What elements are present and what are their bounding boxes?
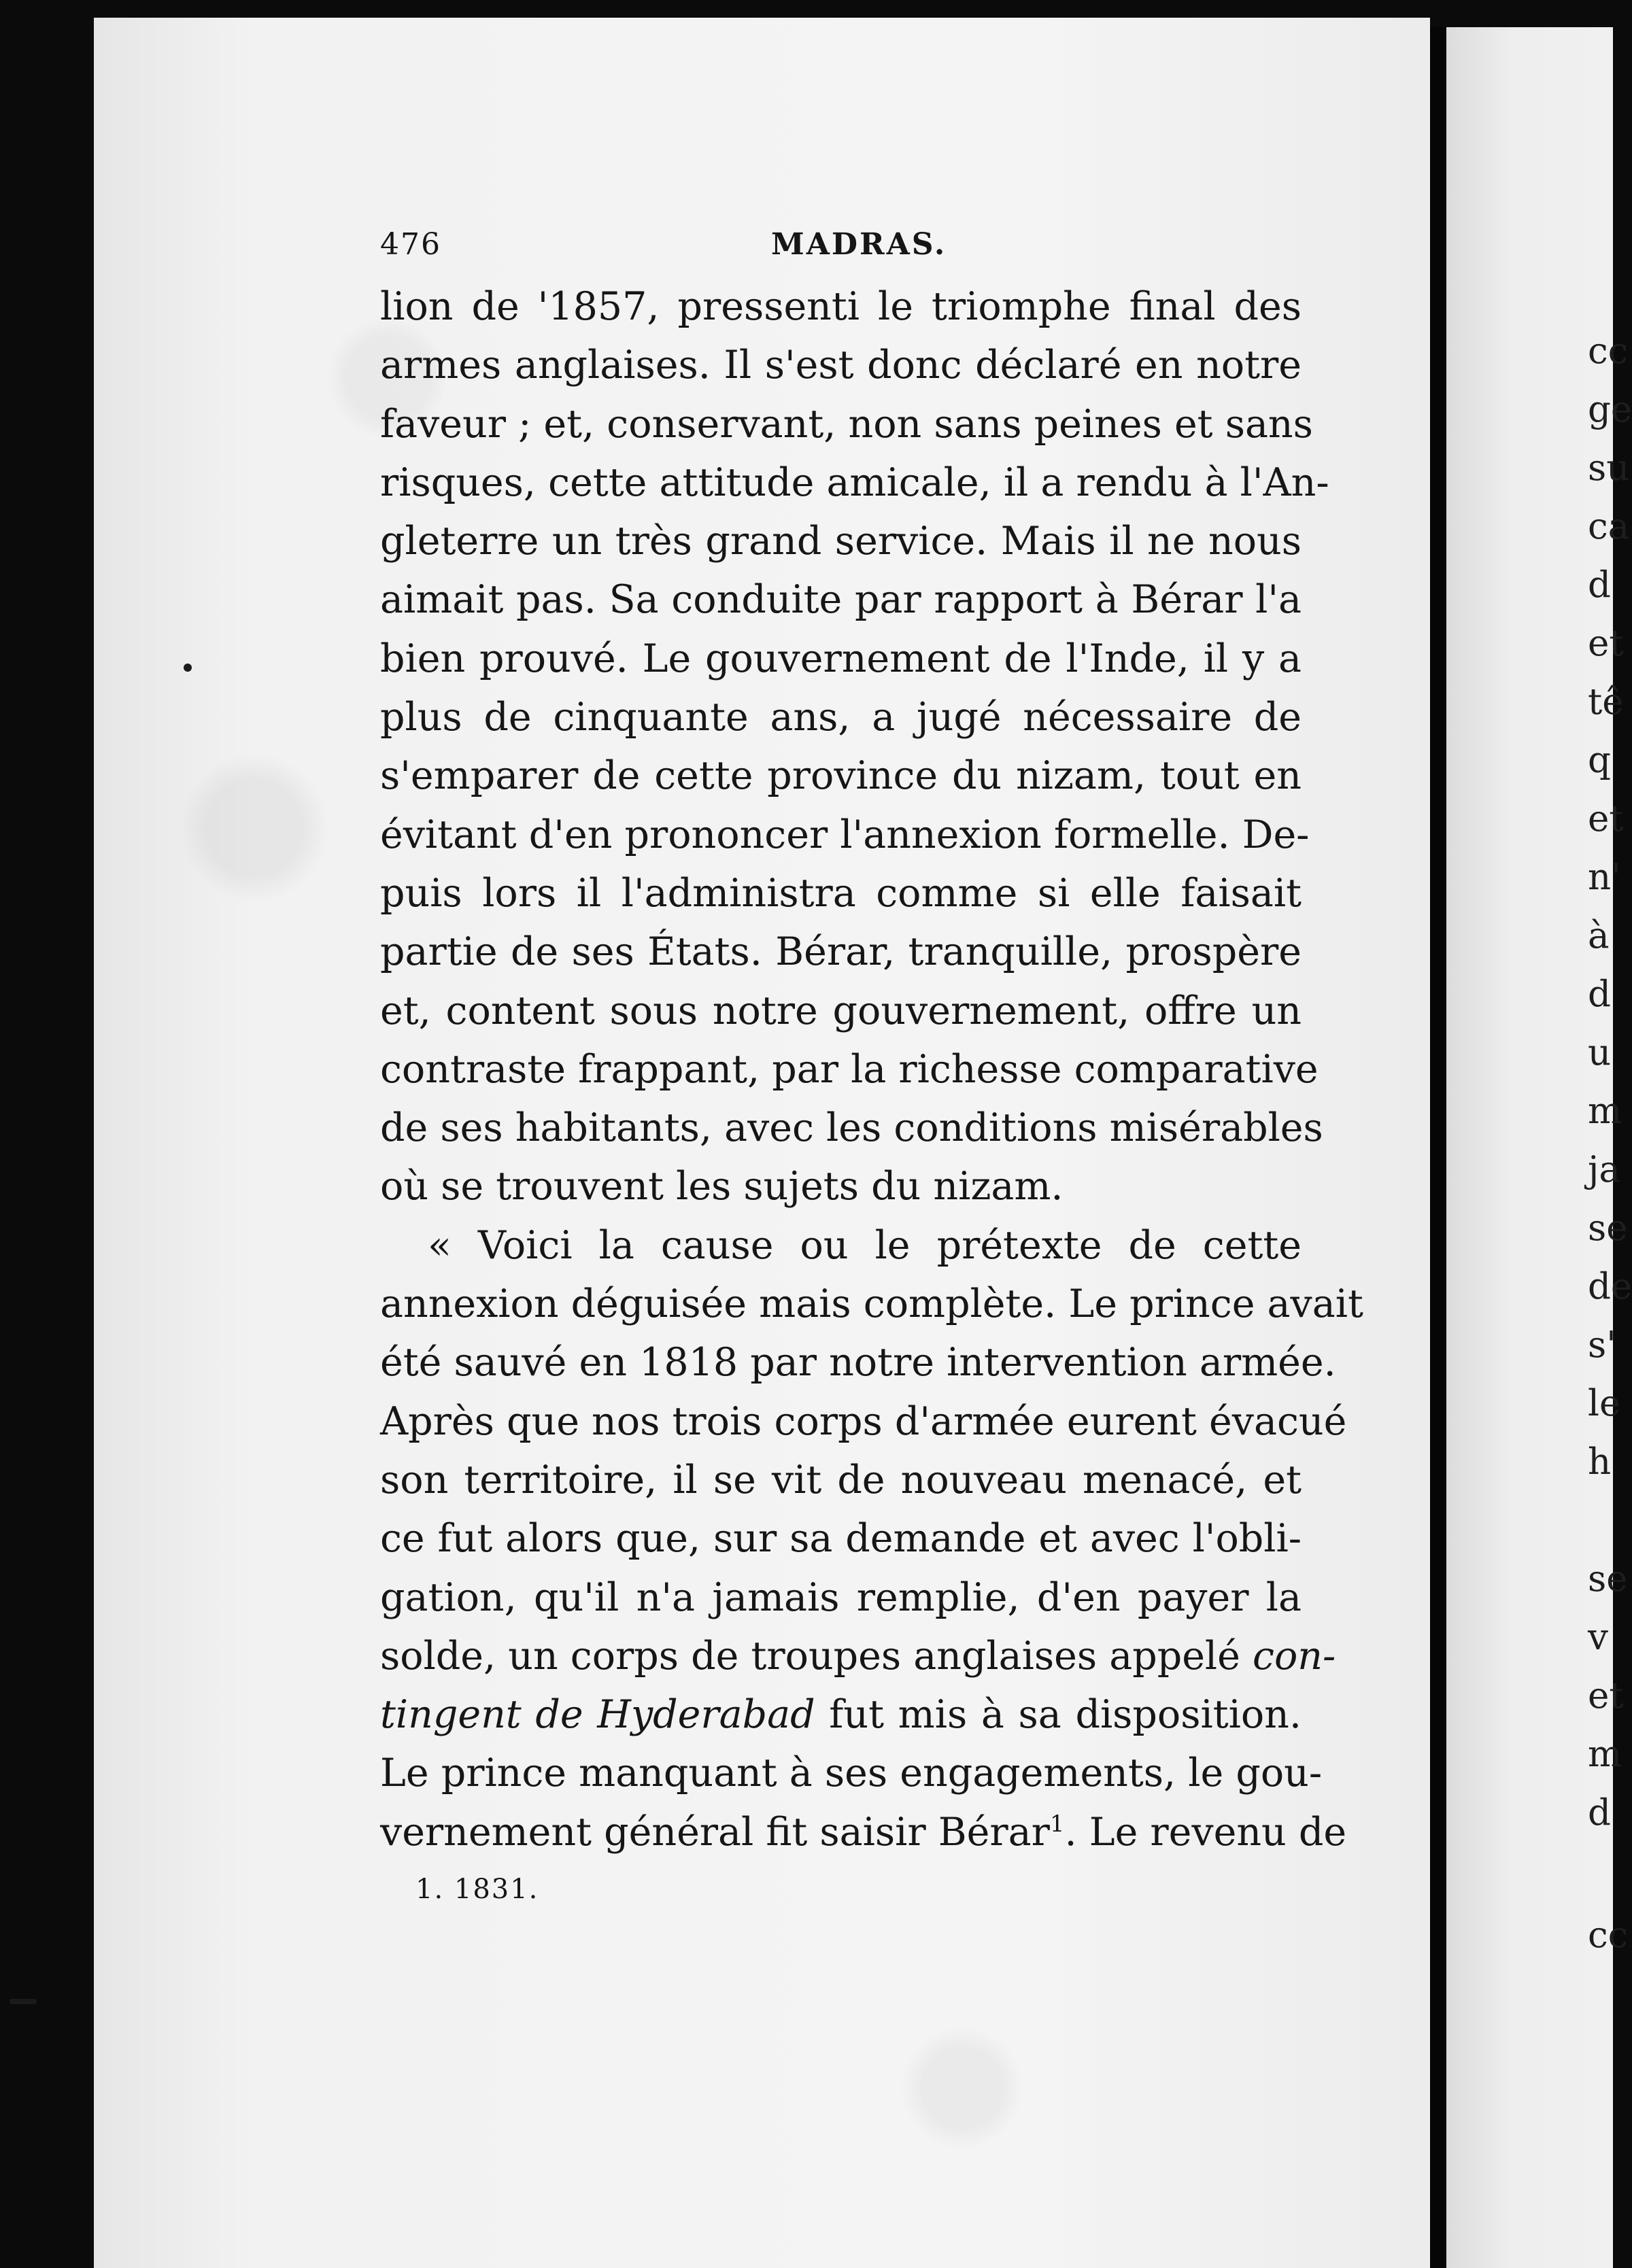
text-line: contraste frappant, par la richesse comparative [380, 1046, 1319, 1092]
adjacent-text-fragment: s' [1588, 1324, 1616, 1366]
text-line: « Voici la cause ou le prétexte de cette [428, 1222, 1302, 1268]
text-line: faveur ; et, conservant, non sans peines et sans [380, 401, 1313, 447]
adjacent-text-fragment: se [1588, 1558, 1628, 1600]
text-segment: solde, un corps de troupes anglaises appelé [380, 1633, 1253, 1679]
adjacent-text-fragment: et [1588, 1675, 1624, 1717]
adjacent-text-fragment: de [1588, 1266, 1632, 1307]
text-line: de ses habitants, avec les conditions misérables [380, 1105, 1323, 1151]
adjacent-text-fragment: d [1588, 564, 1611, 606]
book-gutter [1430, 27, 1446, 2268]
adjacent-text-fragment: su [1588, 447, 1630, 489]
text-line: ce fut alors que, sur sa demande et avec l'obli- [380, 1516, 1302, 1562]
text-line: annexion déguisée mais complète. Le prince avait [380, 1282, 1363, 1327]
footnote: 1. 1831. [415, 1874, 539, 1906]
adjacent-text-fragment: d [1588, 974, 1611, 1015]
adjacent-text-fragment: u [1588, 1032, 1612, 1073]
text-line [380, 1803, 1347, 1861]
text-line: lion de '1857, pressenti le triomphe final des [380, 284, 1302, 329]
text-line: bien prouvé. Le gouvernement de l'Inde, il y a [380, 636, 1302, 681]
text-line: Après que nos trois corps d'armée eurent évacué [380, 1398, 1347, 1444]
text-line: évitant d'en prononcer l'annexion formelle. De- [380, 812, 1310, 857]
scan-speck [184, 664, 192, 672]
adjacent-text-fragment: cc [1588, 330, 1629, 372]
adjacent-text-fragment: ca [1588, 506, 1630, 547]
adjacent-text-fragment: tê [1588, 681, 1624, 723]
adjacent-text-fragment: le [1588, 1383, 1621, 1424]
scan-speck [10, 1999, 37, 2004]
text-line: puis lors il l'administra comme si elle faisait [380, 870, 1302, 916]
adjacent-text-fragment: v [1588, 1617, 1608, 1658]
text-line [380, 1685, 1302, 1744]
text-line: été sauvé en 1818 par notre intervention armée. [380, 1340, 1336, 1386]
adjacent-text-fragment: et [1588, 623, 1624, 664]
adjacent-text-fragment: m [1588, 1090, 1622, 1132]
text-segment: vernement général fit saisir Bérar [380, 1809, 1050, 1855]
adjacent-text-fragment: d [1588, 1792, 1611, 1834]
adjacent-text-fragment: cc [1588, 1914, 1629, 1956]
adjacent-text-fragment: ja [1588, 1149, 1621, 1190]
text-line: et, content sous notre gouvernement, offre un [380, 988, 1302, 1033]
text-line: gleterre un très grand service. Mais il ne nous [380, 519, 1302, 564]
text-line: s'emparer de cette province du nizam, tout en [380, 753, 1302, 799]
text-line: gation, qu'il n'a jamais remplie, d'en payer la [380, 1575, 1302, 1620]
running-title: MADRAS. [771, 227, 947, 262]
adjacent-text-fragment: h [1588, 1441, 1612, 1483]
body-text [380, 277, 1363, 1861]
text-segment: . Le revenu de [1064, 1809, 1347, 1855]
text-line: où se trouvent les sujets du nizam. [380, 1164, 1064, 1209]
italic-segment: tingent de Hyderabad [380, 1692, 815, 1738]
adjacent-text-fragment: n' [1588, 857, 1621, 898]
text-line [380, 1627, 1336, 1685]
text-line: aimait pas. Sa conduite par rapport à Bérar l'a [380, 577, 1302, 623]
footnote-reference: 1 [1049, 1810, 1065, 1838]
adjacent-text-fragment: se [1588, 1207, 1628, 1249]
text-segment: fut mis à sa disposition. [815, 1692, 1302, 1738]
adjacent-text-fragment: m [1588, 1734, 1622, 1775]
running-header [380, 220, 1302, 268]
text-block [380, 220, 1363, 1906]
adjacent-text-fragment: à [1588, 915, 1610, 957]
italic-segment: con- [1253, 1633, 1336, 1679]
text-line: risques, cette attitude amicale, il a rendu à l'An- [380, 460, 1329, 505]
adjacent-page-edge [1446, 27, 1632, 2268]
text-line: armes anglaises. Il s'est donc déclaré en notre [380, 343, 1302, 388]
adjacent-text-fragment: et [1588, 798, 1624, 840]
page-number: 476 [380, 227, 441, 262]
adjacent-text-fragment: q [1588, 740, 1611, 781]
text-line: Le prince manquant à ses engagements, le gou- [380, 1751, 1323, 1796]
adjacent-text-fragment: ge [1588, 389, 1632, 430]
text-line: partie de ses États. Bérar, tranquille, prospère [380, 929, 1302, 975]
text-line: plus de cinquante ans, a jugé nécessaire de [380, 695, 1302, 740]
text-line: son territoire, il se vit de nouveau menacé, et [380, 1457, 1302, 1502]
